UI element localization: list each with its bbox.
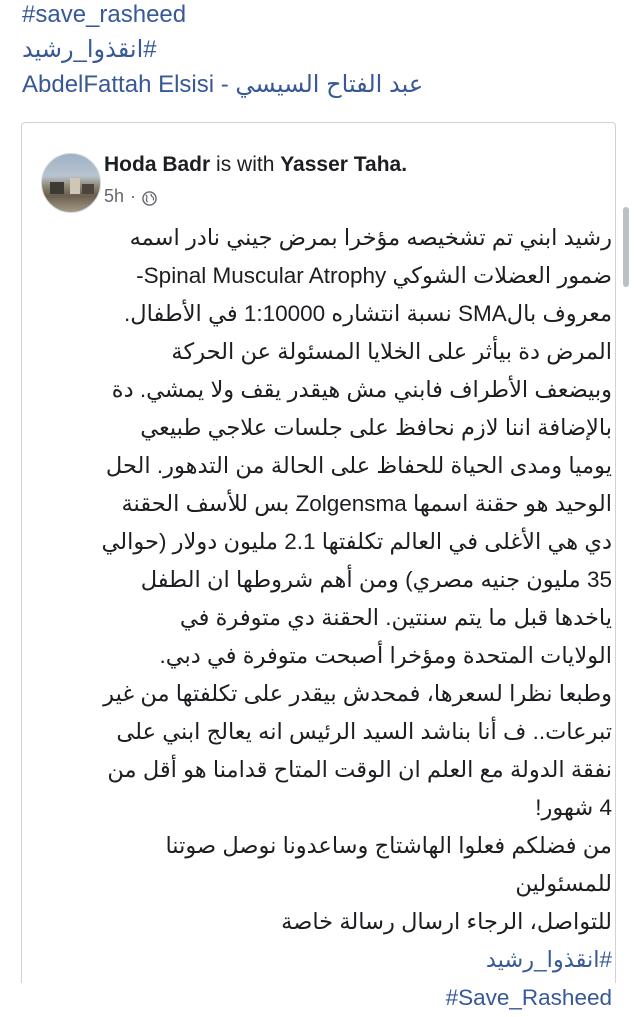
- mention-arabic-name: عبد الفتاح السيسي: [235, 71, 424, 98]
- meta-separator: ·: [130, 186, 137, 206]
- post-text-line: من فضلكم فعلوا الهاشتاج وساعدونا نوصل صوتنا: [165, 833, 612, 858]
- post-text-line: الولايات المتحدة ومؤخرا أصبحت متوفرة في دبي.: [159, 643, 612, 668]
- post-hashtag-link[interactable]: #Save_Rasheed: [445, 985, 612, 1010]
- post-body-text: [50, 219, 612, 1017]
- post-text-line: يوميا ومدى الحياة للحفاظ على الحالة من التدهور. الحل: [105, 453, 612, 478]
- post-text-line: تبرعات.. ف أنا بناشد السيد الرئيس انه يعالج ابني على: [116, 719, 612, 744]
- post-text-line: رشيد ابني تم تشخيصه مؤخرا بمرض جيني نادر اسمه: [129, 225, 612, 250]
- post-text-line: معروف بالSMA نسبة انتشاره 1:10000 في الأطفال.: [123, 301, 612, 326]
- post-hashtag-link[interactable]: #انقذوا_رشيد: [485, 947, 612, 972]
- hashtag-save-rasheed-link[interactable]: #save_rasheed: [22, 1, 187, 28]
- avatar-photo-detail: [70, 178, 80, 194]
- post-text-line: وبيضعف الأطراف فابني مش هيقدر يقف ولا يمشي. دة: [111, 377, 612, 402]
- post-text-line: للتواصل، الرجاء ارسال رسالة خاصة: [281, 909, 612, 934]
- post-author-line: [104, 152, 407, 178]
- post-text-line: بالإضافة اننا لازم نحافظ على جلسات علاجي طبيعي: [140, 415, 612, 440]
- post-timestamp[interactable]: 5h: [104, 186, 125, 206]
- post-text-line: نفقة الدولة مع العلم ان الوقت المتاح قدامنا هو أقل من: [107, 757, 612, 782]
- globe-icon[interactable]: [142, 189, 157, 204]
- post-text-line: للمسئولين: [515, 871, 612, 896]
- post-text-line: ضمور العضلات الشوكي Spinal Muscular Atrophy-: [136, 263, 612, 288]
- post-meta: [104, 185, 157, 207]
- post-text-line: دي هي الأغلى في العالم تكلفتها 2.1 مليون دولار (حوالي: [101, 529, 612, 554]
- post-text-line: ياخدها قبل ما يتم سنتين. الحقنة دي متوفرة في: [179, 605, 612, 630]
- author-name-link[interactable]: Hoda Badr: [104, 153, 211, 176]
- post-text-line: 4 شهور!: [535, 795, 612, 820]
- tagged-person-link[interactable]: Yasser Taha.: [280, 153, 408, 176]
- post-text-line: المرض دة بيأثر على الخلايا المسئولة عن الحركة: [171, 339, 612, 364]
- avatar[interactable]: [41, 153, 101, 213]
- scrollbar-thumb[interactable]: [623, 207, 629, 287]
- mention-abdelfattah-elsisi-link[interactable]: [22, 71, 423, 99]
- post-text-line: الوحيد هو حقنة اسمها Zolgensma بس للأسف الحقنة: [121, 491, 612, 516]
- avatar-photo-detail: [82, 184, 94, 194]
- facebook-post-card: [21, 122, 616, 1010]
- with-text: is with: [210, 153, 281, 176]
- post-text-line: 35 مليون جنيه مصري) ومن أهم شروطها ان الطفل: [140, 567, 612, 592]
- mention-english-name: AbdelFattah Elsisi -: [22, 71, 236, 98]
- avatar-photo-detail: [50, 182, 64, 194]
- post-text-line: وطبعا نظرا لسعرها، فمحدش بيقدر على تكلفتها من غير: [103, 681, 612, 706]
- hashtag-arabic-link[interactable]: #انقذوا_رشيد: [22, 36, 157, 63]
